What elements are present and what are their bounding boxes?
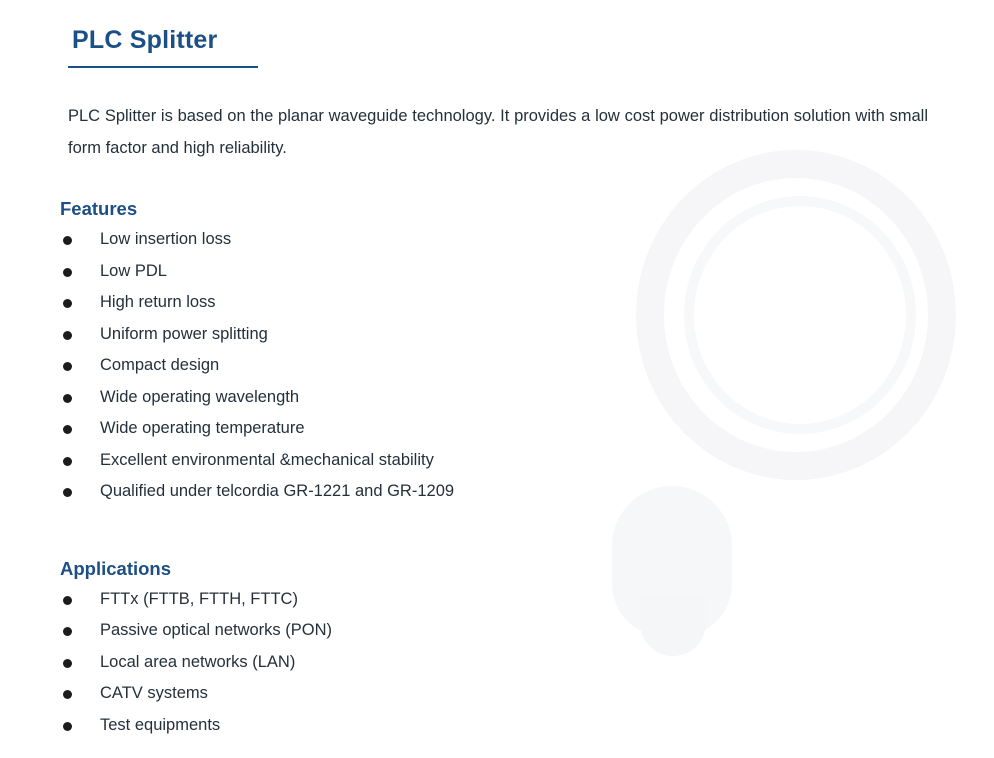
bullet-dot-icon bbox=[63, 627, 72, 636]
list-item bbox=[62, 256, 994, 288]
features-list bbox=[0, 224, 994, 508]
list-item-label: Passive optical networks (PON) bbox=[100, 621, 332, 640]
list-item-label: Low PDL bbox=[100, 261, 167, 280]
list-item bbox=[62, 584, 994, 616]
list-item bbox=[62, 647, 994, 679]
bullet-dot-icon bbox=[63, 690, 72, 699]
list-item bbox=[62, 678, 994, 710]
intro-paragraph: PLC Splitter is based on the planar waveguide technology. It provides a low cost power distribution solution with small form factor and high reliability. bbox=[68, 107, 928, 158]
bullet-dot-icon bbox=[63, 236, 72, 245]
bullet-dot-icon bbox=[63, 659, 72, 668]
bullet-dot-icon bbox=[63, 394, 72, 403]
list-item-label: CATV systems bbox=[100, 684, 208, 703]
bullet-dot-icon bbox=[63, 596, 72, 605]
bullet-dot-icon bbox=[63, 722, 72, 731]
list-item-label: Qualified under telcordia GR-1221 and GR-1209 bbox=[100, 482, 455, 501]
applications-list bbox=[0, 584, 994, 742]
list-item bbox=[62, 476, 994, 508]
list-item-label: Local area networks (LAN) bbox=[100, 652, 296, 671]
list-item-label: Uniform power splitting bbox=[100, 324, 268, 343]
list-item-label: Wide operating temperature bbox=[100, 419, 305, 438]
list-item bbox=[62, 710, 994, 742]
bullet-dot-icon bbox=[63, 488, 72, 497]
list-item-label: Excellent environmental &mechanical stability bbox=[100, 450, 434, 469]
bullet-dot-icon bbox=[63, 425, 72, 434]
list-item bbox=[62, 445, 994, 477]
section-heading-features: Features bbox=[60, 198, 138, 220]
list-item-label: Wide operating wavelength bbox=[100, 387, 300, 406]
list-item bbox=[62, 224, 994, 256]
page-title-block bbox=[68, 26, 258, 68]
list-item bbox=[62, 319, 994, 351]
section-heading-applications: Applications bbox=[60, 557, 172, 579]
list-item-label: Low insertion loss bbox=[100, 230, 232, 249]
bullet-dot-icon bbox=[63, 331, 72, 340]
list-item bbox=[62, 413, 994, 445]
page-title: PLC Splitter bbox=[72, 26, 218, 54]
bullet-dot-icon bbox=[63, 268, 72, 277]
list-item bbox=[62, 382, 994, 414]
bullet-dot-icon bbox=[63, 299, 72, 308]
list-item-label: High return loss bbox=[100, 293, 216, 312]
title-underline-rule bbox=[68, 66, 258, 68]
list-item bbox=[62, 287, 994, 319]
list-item-label: Compact design bbox=[100, 356, 220, 375]
bullet-dot-icon bbox=[63, 362, 72, 371]
list-item-label: FTTx (FTTB, FTTH, FTTC) bbox=[100, 589, 298, 608]
bullet-dot-icon bbox=[63, 457, 72, 466]
list-item bbox=[62, 350, 994, 382]
list-item-label: Test equipments bbox=[100, 715, 221, 734]
list-item bbox=[62, 615, 994, 647]
